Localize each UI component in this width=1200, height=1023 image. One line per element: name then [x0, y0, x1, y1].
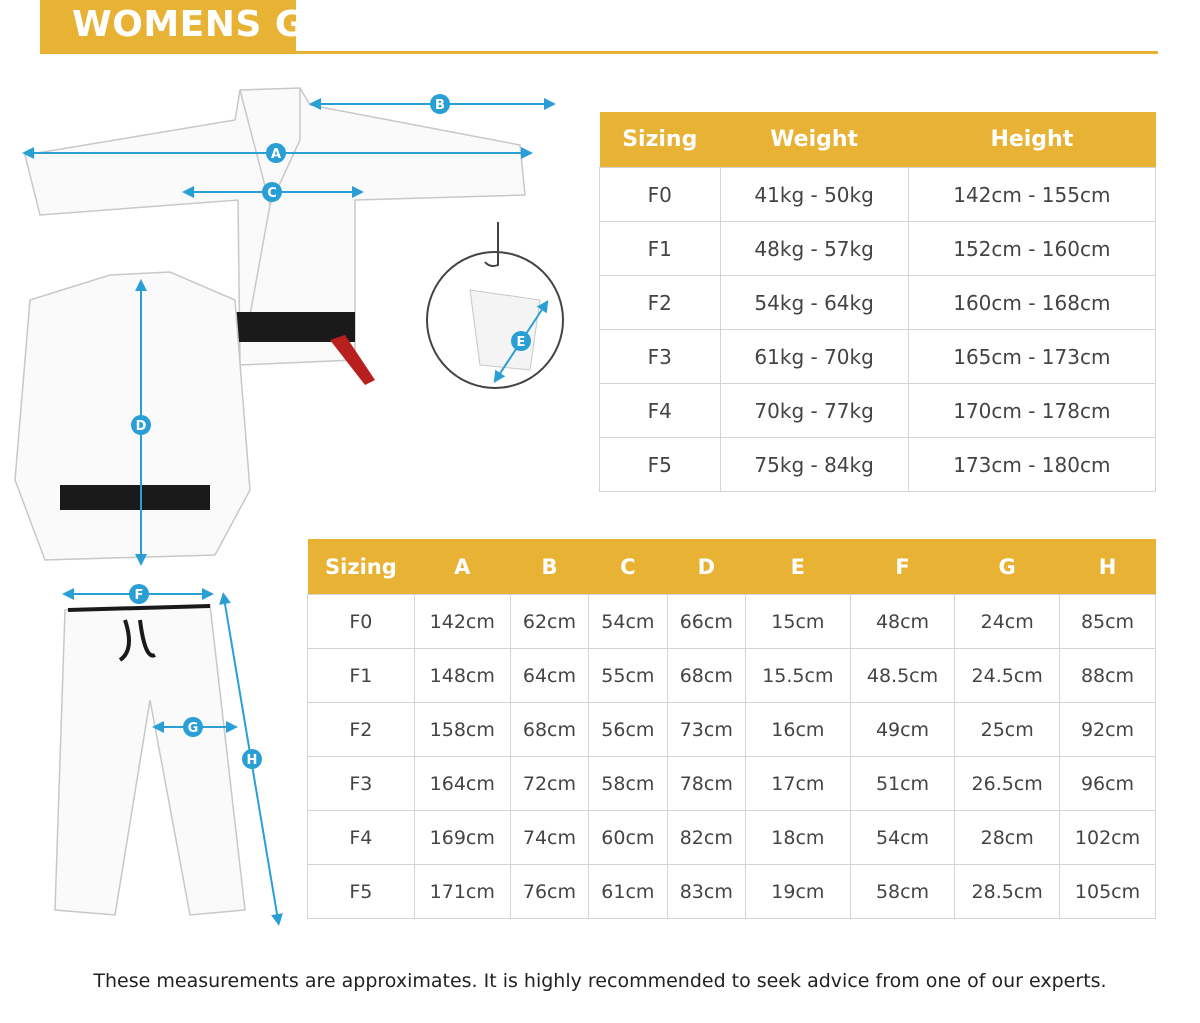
table-cell: F0	[600, 168, 721, 222]
table-cell: 85cm	[1060, 595, 1156, 649]
column-header: Height	[908, 112, 1155, 168]
table-cell: 15.5cm	[746, 649, 851, 703]
column-header: Sizing	[600, 112, 721, 168]
table-cell: 105cm	[1060, 865, 1156, 919]
table-row	[600, 330, 1156, 384]
table-cell: 56cm	[589, 703, 667, 757]
table-cell: F3	[308, 757, 415, 811]
table-cell: 54cm	[850, 811, 955, 865]
table-cell: 165cm - 173cm	[908, 330, 1155, 384]
table-header-row	[308, 539, 1156, 595]
table-row	[308, 757, 1156, 811]
svg-text:E: E	[516, 335, 526, 350]
table-cell: 68cm	[510, 703, 588, 757]
table-cell: 70kg - 77kg	[720, 384, 908, 438]
title-underline	[296, 51, 1158, 54]
table-cell: 169cm	[414, 811, 510, 865]
marker-g	[183, 717, 203, 737]
marker-a	[266, 143, 286, 163]
table-cell: 58cm	[850, 865, 955, 919]
column-header: Sizing	[308, 539, 415, 595]
table-row	[600, 222, 1156, 276]
table-cell: 102cm	[1060, 811, 1156, 865]
table-cell: F4	[600, 384, 721, 438]
back-belt	[60, 485, 210, 510]
table-cell: 164cm	[414, 757, 510, 811]
table-row	[308, 811, 1156, 865]
column-header: Weight	[720, 112, 908, 168]
table-cell: 78cm	[667, 757, 745, 811]
table-cell: 88cm	[1060, 649, 1156, 703]
table-row	[600, 384, 1156, 438]
table-cell: 18cm	[746, 811, 851, 865]
table-cell: 61kg - 70kg	[720, 330, 908, 384]
table-cell: F1	[308, 649, 415, 703]
table-cell: 60cm	[589, 811, 667, 865]
table-cell: 25cm	[955, 703, 1060, 757]
front-belt	[230, 312, 355, 342]
table-cell: F0	[308, 595, 415, 649]
marker-d	[131, 415, 151, 435]
table-cell: 96cm	[1060, 757, 1156, 811]
table-cell: 26.5cm	[955, 757, 1060, 811]
table-cell: 82cm	[667, 811, 745, 865]
table-cell: 16cm	[746, 703, 851, 757]
column-header: G	[955, 539, 1060, 595]
measurement-table	[307, 539, 1156, 919]
column-header: E	[746, 539, 851, 595]
table-cell: 170cm - 178cm	[908, 384, 1155, 438]
marker-h	[242, 749, 262, 769]
table-cell: F5	[600, 438, 721, 492]
table-cell: 142cm	[414, 595, 510, 649]
table-cell: 83cm	[667, 865, 745, 919]
table-cell: 68cm	[667, 649, 745, 703]
column-header: F	[850, 539, 955, 595]
table-header-row	[600, 112, 1156, 168]
table-cell: 62cm	[510, 595, 588, 649]
table-cell: 171cm	[414, 865, 510, 919]
table-cell: 61cm	[589, 865, 667, 919]
marker-e	[511, 331, 531, 351]
table-row	[600, 168, 1156, 222]
table-cell: 24.5cm	[955, 649, 1060, 703]
weight-height-table	[599, 112, 1156, 492]
svg-text:D: D	[135, 419, 147, 434]
table-cell: 142cm - 155cm	[908, 168, 1155, 222]
table-cell: 73cm	[667, 703, 745, 757]
table-cell: F3	[600, 330, 721, 384]
table-cell: 152cm - 160cm	[908, 222, 1155, 276]
page-title: WOMENS GI	[72, 4, 319, 45]
table-cell: 15cm	[746, 595, 851, 649]
table-cell: F1	[600, 222, 721, 276]
svg-text:B: B	[435, 98, 445, 113]
table-cell: 92cm	[1060, 703, 1156, 757]
table-cell: 28cm	[955, 811, 1060, 865]
svg-text:G: G	[187, 721, 199, 736]
column-header: C	[589, 539, 667, 595]
table-cell: 48kg - 57kg	[720, 222, 908, 276]
table-cell: 55cm	[589, 649, 667, 703]
column-header: H	[1060, 539, 1156, 595]
table-row	[308, 703, 1156, 757]
sleeve-cuff-detail	[427, 222, 563, 388]
table-cell: 58cm	[589, 757, 667, 811]
svg-text:H: H	[246, 753, 258, 768]
table-row	[600, 276, 1156, 330]
table-row	[308, 865, 1156, 919]
marker-c	[262, 182, 282, 202]
marker-f	[129, 584, 149, 604]
table-cell: 75kg - 84kg	[720, 438, 908, 492]
table-cell: 48cm	[850, 595, 955, 649]
table-cell: 48.5cm	[850, 649, 955, 703]
table-cell: 19cm	[746, 865, 851, 919]
table-cell: F5	[308, 865, 415, 919]
table-cell: 54cm	[589, 595, 667, 649]
table-cell: 66cm	[667, 595, 745, 649]
table-cell: 49cm	[850, 703, 955, 757]
table-cell: 72cm	[510, 757, 588, 811]
table-cell: 74cm	[510, 811, 588, 865]
table-cell: 64cm	[510, 649, 588, 703]
table-cell: 24cm	[955, 595, 1060, 649]
svg-text:A: A	[270, 147, 282, 162]
pants-drawing	[55, 605, 245, 915]
table-cell: 76cm	[510, 865, 588, 919]
table-cell: F2	[600, 276, 721, 330]
column-header: A	[414, 539, 510, 595]
table-cell: 17cm	[746, 757, 851, 811]
table-cell: 148cm	[414, 649, 510, 703]
table-cell: F2	[308, 703, 415, 757]
table-cell: 158cm	[414, 703, 510, 757]
jacket-back-drawing	[15, 272, 250, 560]
disclaimer-footnote: These measurements are approximates. It is highly recommended to seek advice from one of our experts.	[93, 970, 1107, 992]
table-cell: F4	[308, 811, 415, 865]
table-row	[308, 595, 1156, 649]
marker-b	[430, 94, 450, 114]
table-cell: 41kg - 50kg	[720, 168, 908, 222]
table-cell: 28.5cm	[955, 865, 1060, 919]
table-cell: 51cm	[850, 757, 955, 811]
column-header: B	[510, 539, 588, 595]
svg-text:C: C	[267, 186, 277, 201]
table-cell: 173cm - 180cm	[908, 438, 1155, 492]
table-cell: 54kg - 64kg	[720, 276, 908, 330]
svg-text:F: F	[134, 588, 144, 603]
column-header: D	[667, 539, 745, 595]
table-row	[308, 649, 1156, 703]
table-row	[600, 438, 1156, 492]
table-cell: 160cm - 168cm	[908, 276, 1155, 330]
